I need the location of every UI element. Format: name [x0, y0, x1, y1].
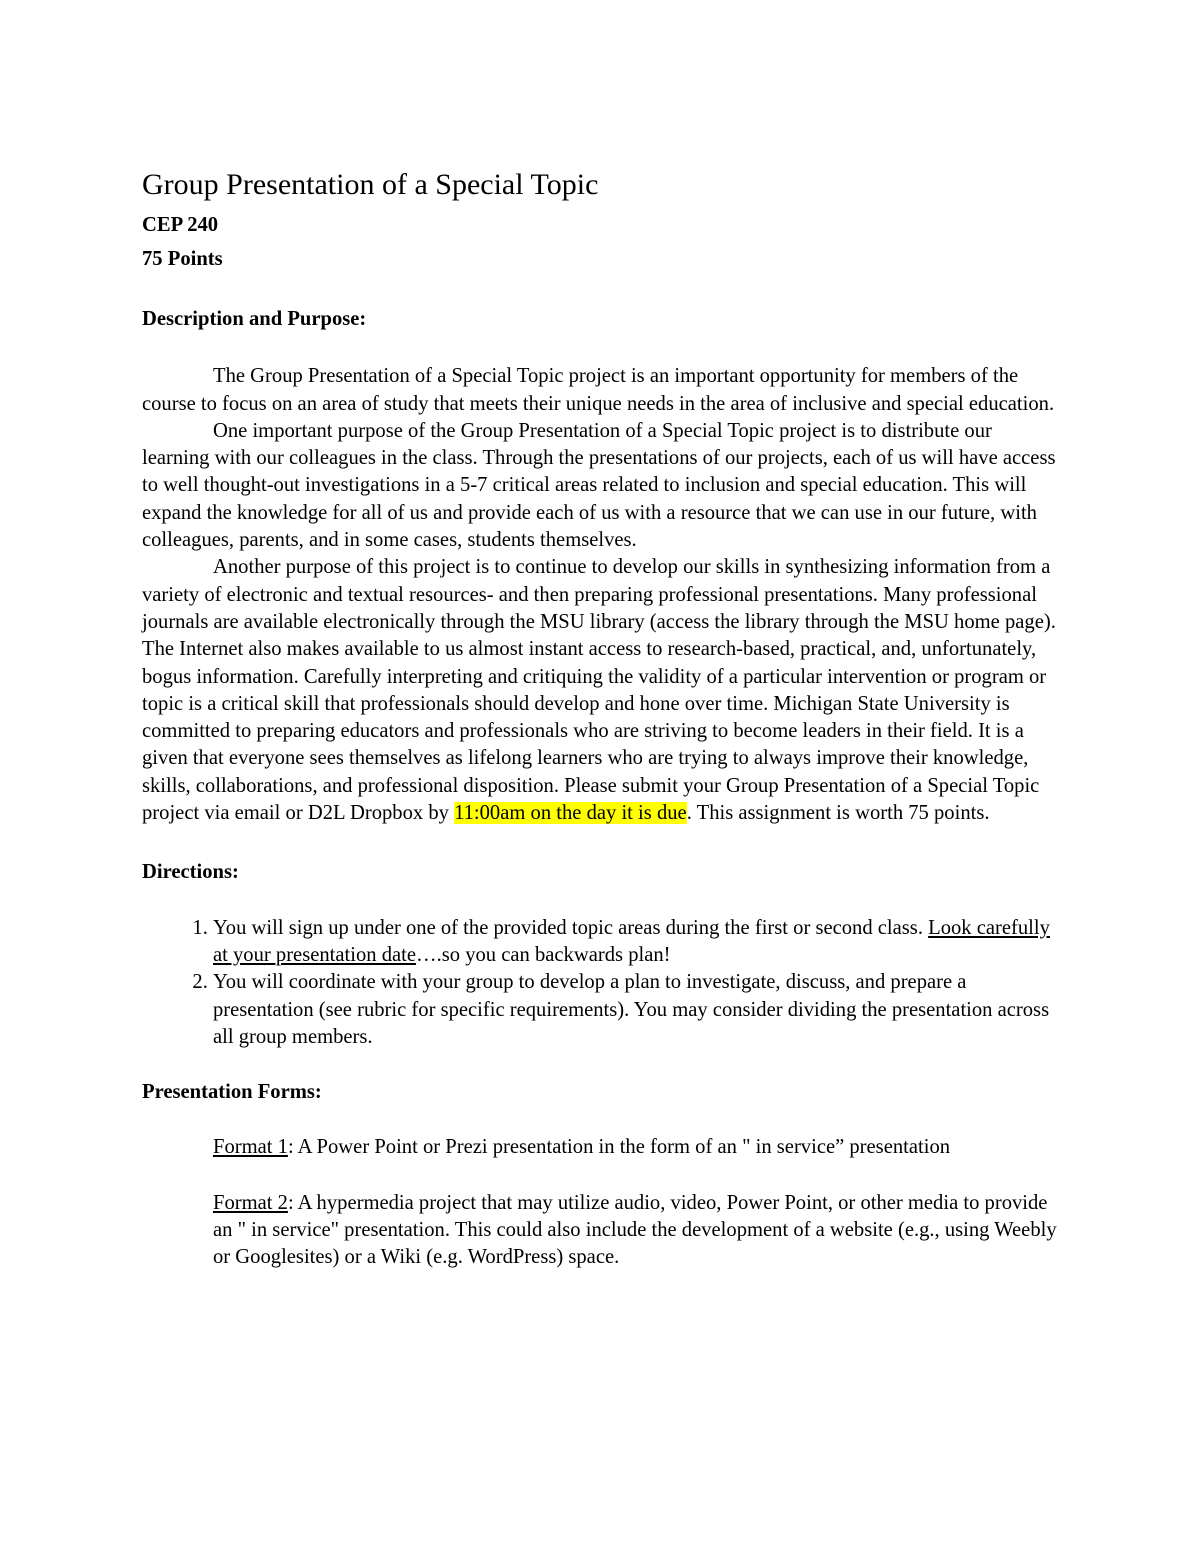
due-time-highlight: 11:00am on the day it is due: [454, 802, 687, 825]
description-heading: Description and Purpose:: [142, 308, 367, 330]
paragraph-3-tail: . This assignment is worth 75 points.: [686, 802, 990, 825]
direction-1-text: You will sign up under one of the provided topic areas during the first or second class.: [213, 916, 929, 939]
document-title: Group Presentation of a Special Topic: [142, 168, 599, 201]
paragraph-3-text: Another purpose of this project is to continue to develop our skills in synthesizing information from a variety of electronic and textual resources- and then preparing professional presentations. Many professional journals are available electronically through the MSU library (access the library through the MSU home page). The Internet also makes available to us almost instant access to research-based, practical, and, unfortunately, bogus information. Carefully interpreting and critiquing the validity of a particular intervention or program or topic is a critical skill that professionals should develop and hone over time. Michigan State University is committed to preparing educators and professionals who are striving to become leaders in their field. It is a given that everyone sees themselves as lifelong learners who are trying to always improve their knowledge, skills, collaborations, and professional disposition. Please submit your Group Presentation of a Special Topic project via email or D2L Dropbox by: [142, 556, 1056, 825]
presentation-forms-heading: Presentation Forms:: [142, 1081, 322, 1104]
format-2-text: : A hypermedia project that may utilize audio, video, Power Point, or other media to provide an " in service" presentation. This could also include the development of a website (e.g., using Weebly or Googlesites) or a Wiki (e.g. WordPress) space.: [213, 1191, 1057, 1269]
presentation-date-underline: Look carefully at your presentation date: [213, 916, 1050, 966]
format-1-label: Format 1: [213, 1136, 288, 1159]
format-2: [213, 1190, 1062, 1272]
document-page: [142, 166, 1062, 1272]
format-2-label: Format 2: [213, 1191, 288, 1214]
points-value: 75 Points: [142, 248, 223, 270]
directions-heading: Directions:: [142, 861, 239, 884]
description-paragraph-1: The Group Presentation of a Special Topic project is an important opportunity for members of the course to focus on an area of study that meets their unique needs in the area of inclusive and special education.: [142, 365, 1055, 415]
description-paragraph-3: [142, 554, 1062, 827]
format-1-text: : A Power Point or Prezi presentation in the form of an " in service” presentation: [287, 1136, 951, 1159]
course-code: CEP 240: [142, 214, 219, 236]
description-paragraph-2: One important purpose of the Group Presentation of a Special Topic project is to distribute our learning with our colleagues in the class. Through the presentations of our projects, each of us will have access to well thought-out investigations in a 5-7 critical areas related to inclusion and special education. This will expand the knowledge for all of us and provide each of us with a resource that we can use in our future, with colleagues, parents, and in some cases, students themselves.: [142, 419, 1056, 552]
directions-list: [142, 915, 1062, 1051]
direction-1-tail: ….so you can backwards plan!: [416, 943, 671, 966]
list-item: [213, 915, 1062, 970]
direction-2-text: You will coordinate with your group to develop a plan to investigate, discuss, and prepare a presentation (see rubric for specific requirements). You may consider dividing the presentation across all group members.: [213, 971, 1050, 1048]
format-1: [213, 1134, 1062, 1161]
list-item: [213, 969, 1062, 1051]
